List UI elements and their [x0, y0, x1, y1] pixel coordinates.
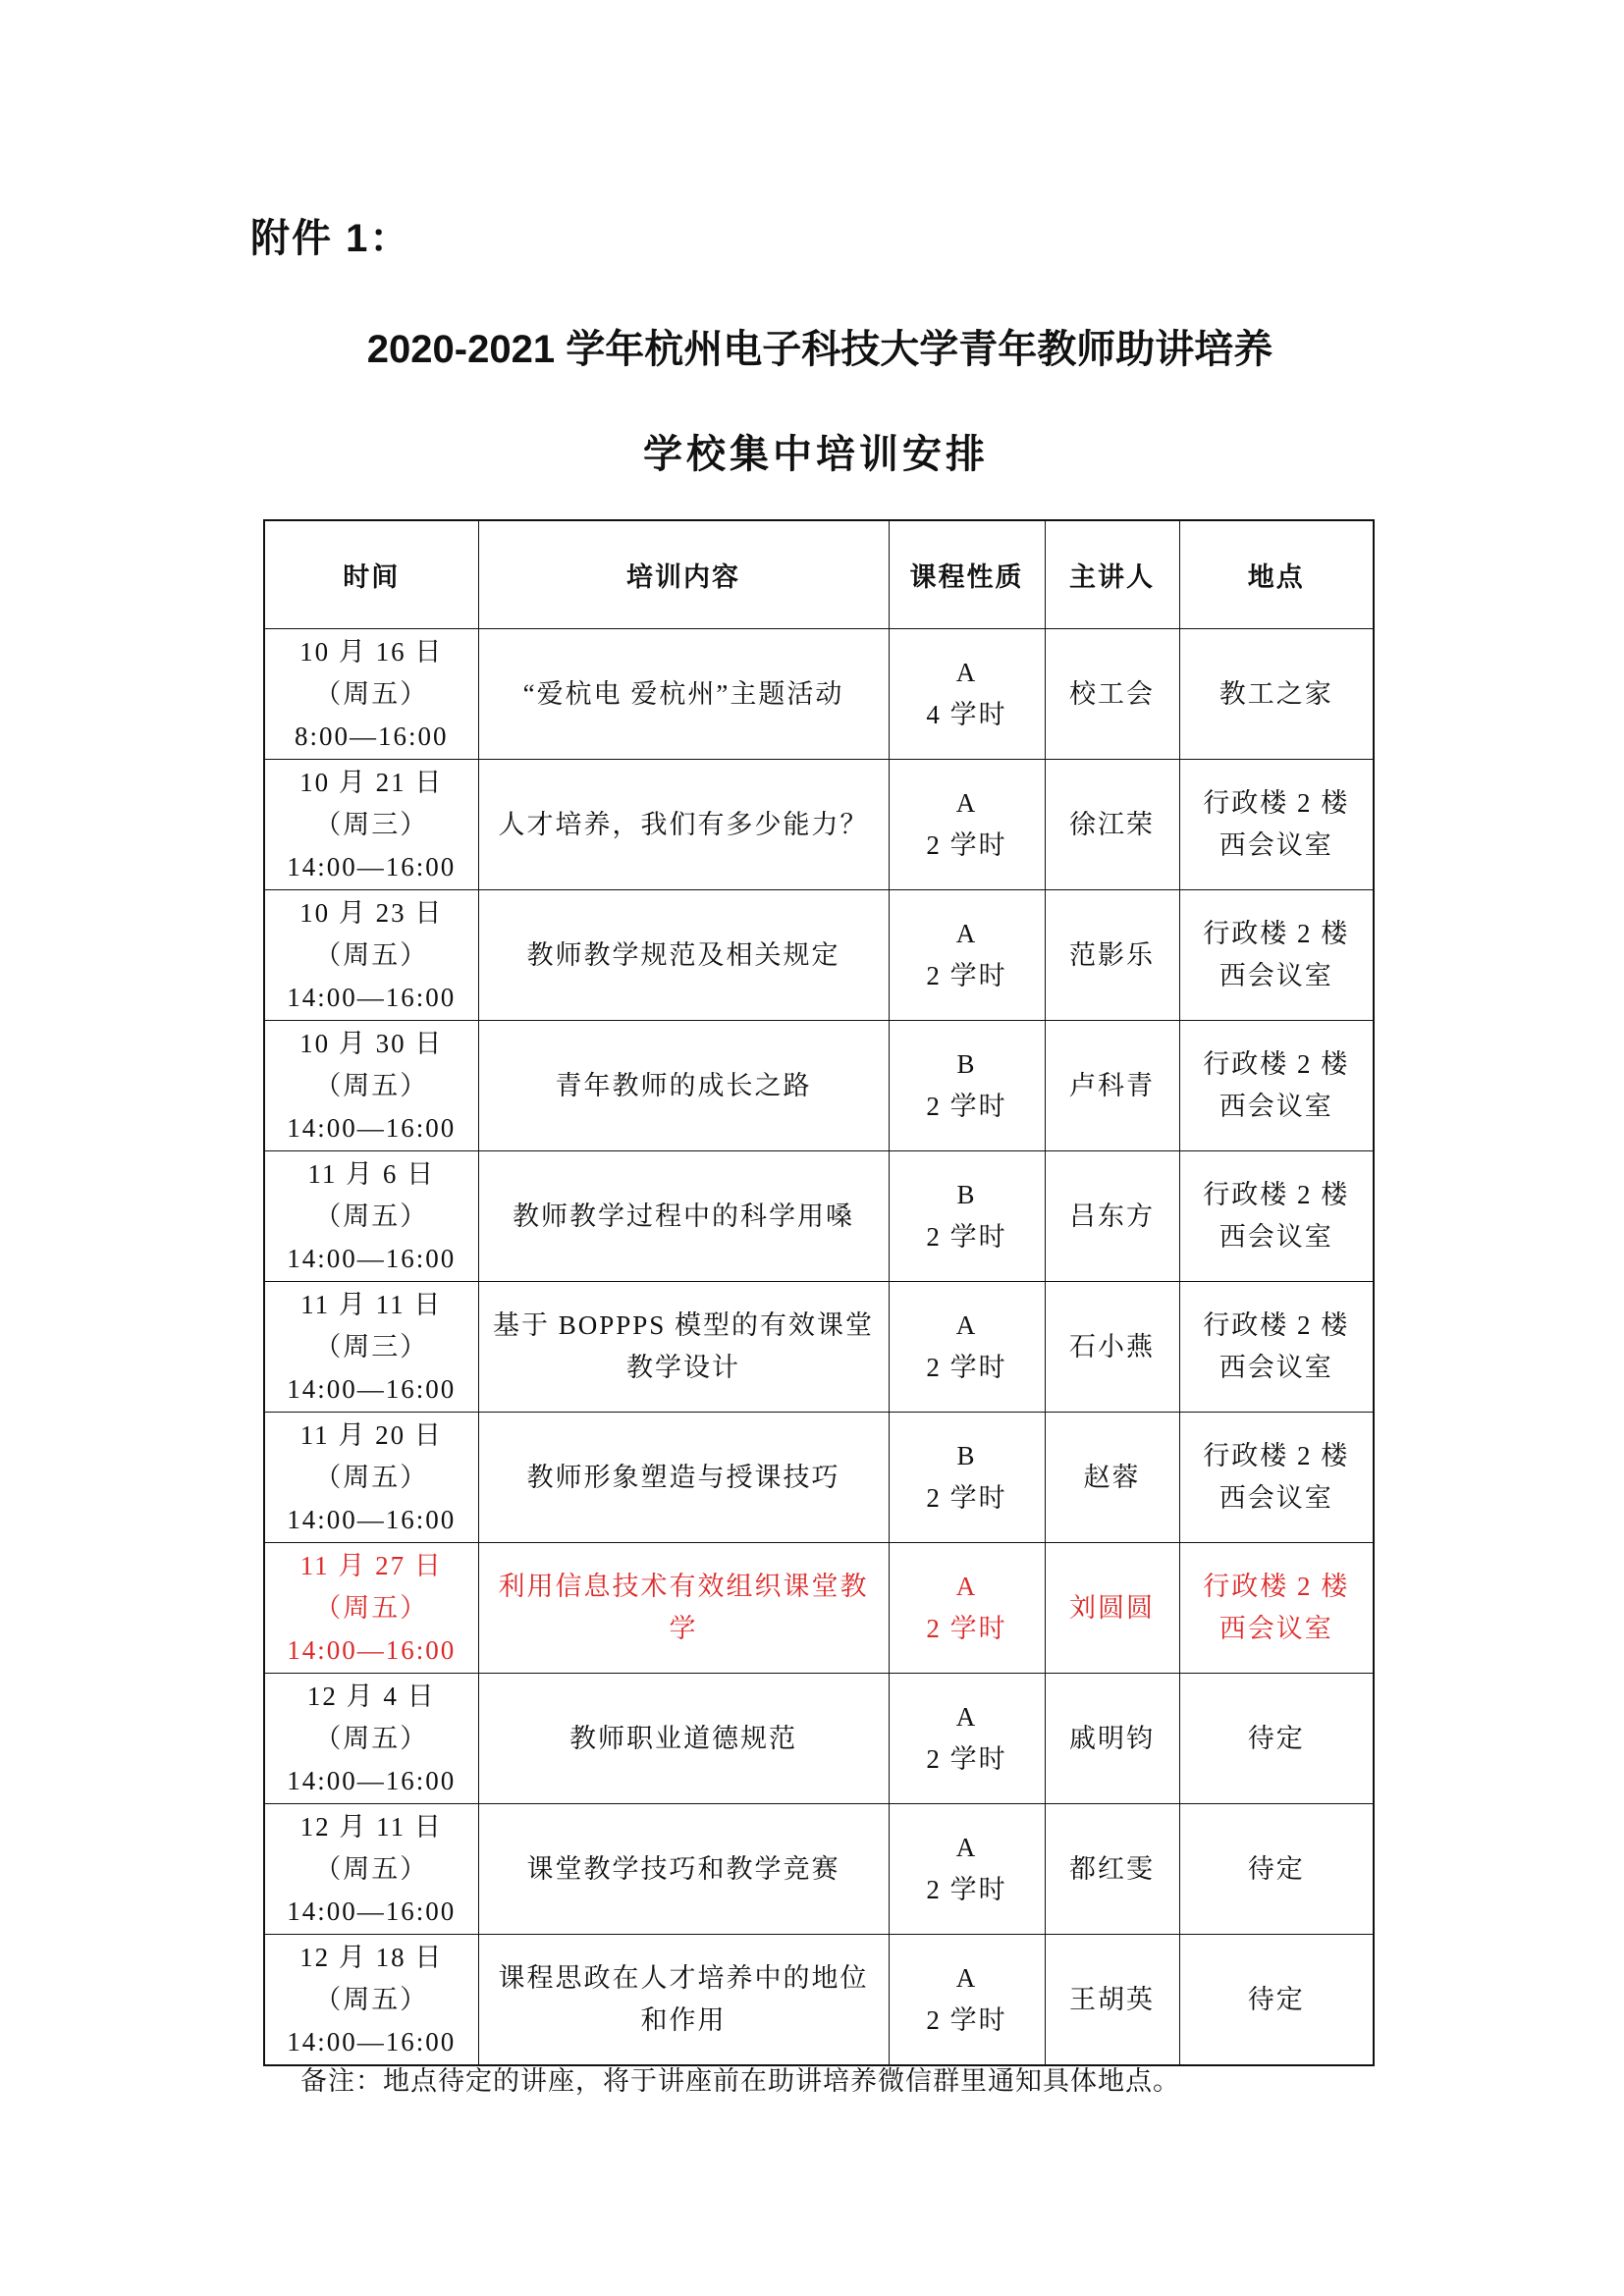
- session-date: 10 月 30 日: [299, 1028, 444, 1058]
- course-hours: 2 学时: [926, 1744, 1007, 1774]
- course-hours: 2 学时: [926, 961, 1007, 990]
- session-topic: 基于 BOPPPS 模型的有效课堂教学设计: [492, 1310, 875, 1382]
- session-topic: 青年教师的成长之路: [555, 1070, 812, 1100]
- cell-time: [264, 1151, 478, 1282]
- cell-course-type: [889, 1543, 1045, 1674]
- table-row: [264, 890, 1374, 1021]
- table-body: [264, 629, 1374, 2066]
- cell-speaker: [1045, 760, 1179, 890]
- location-line: 西会议室: [1218, 1092, 1333, 1121]
- speaker-name: 赵蓉: [1083, 1462, 1141, 1492]
- cell-time: [264, 1804, 478, 1935]
- cell-content: [478, 1151, 889, 1282]
- cell-course-type: [889, 1151, 1045, 1282]
- location-line: 待定: [1247, 1984, 1305, 2014]
- session-date: 11 月 20 日: [299, 1419, 443, 1450]
- course-hours: 2 学时: [926, 2005, 1007, 2035]
- location-line: 西会议室: [1218, 1222, 1333, 1252]
- course-hours: 2 学时: [926, 1875, 1007, 1904]
- footnote: 备注：地点待定的讲座，将于讲座前在助讲培养微信群里通知具体地点。: [300, 2066, 1180, 2096]
- session-date: 12 月 18 日: [299, 1942, 444, 1972]
- speaker-name: 范影乐: [1069, 939, 1155, 970]
- cell-time: [264, 1674, 478, 1804]
- session-topic: 课程思政在人才培养中的地位和作用: [498, 1963, 869, 2035]
- cell-time: [264, 890, 478, 1021]
- location-line: 行政楼 2 楼: [1203, 1180, 1350, 1209]
- table-header-row: [264, 520, 1374, 629]
- location-line: 待定: [1247, 1723, 1305, 1753]
- cell-time: [264, 1282, 478, 1413]
- location-line: 行政楼 2 楼: [1203, 1049, 1350, 1079]
- cell-location: [1179, 1282, 1374, 1413]
- cell-content: [478, 1804, 889, 1935]
- session-weekday: （周五）: [314, 1592, 429, 1623]
- session-topic: 利用信息技术有效组织课堂教学: [498, 1572, 869, 1643]
- session-time-range: 14:00—16:00: [287, 1634, 457, 1665]
- cell-course-type: [889, 1804, 1045, 1935]
- cell-course-type: [889, 1021, 1045, 1151]
- cell-time: [264, 629, 478, 760]
- attachment-label: 附件 1：: [250, 217, 411, 260]
- cell-location: [1179, 1151, 1374, 1282]
- session-topic: 教师形象塑造与授课技巧: [526, 1462, 840, 1492]
- session-date: 11 月 6 日: [307, 1158, 436, 1189]
- location-line: 行政楼 2 楼: [1203, 1572, 1350, 1601]
- cell-speaker: [1045, 629, 1179, 760]
- cell-speaker: [1045, 1021, 1179, 1151]
- session-time-range: 14:00—16:00: [287, 1896, 457, 1926]
- cell-location: [1179, 1935, 1374, 2066]
- speaker-name: 石小燕: [1069, 1331, 1155, 1362]
- cell-location: [1179, 1021, 1374, 1151]
- table-row: [264, 629, 1374, 760]
- session-topic: 教师教学过程中的科学用嗓: [513, 1201, 854, 1231]
- cell-content: [478, 1413, 889, 1543]
- session-time-range: 14:00—16:00: [287, 1504, 457, 1534]
- location-line: 西会议室: [1218, 830, 1333, 860]
- cell-speaker: [1045, 1935, 1179, 2066]
- location-line: 行政楼 2 楼: [1203, 1441, 1350, 1470]
- session-time-range: 14:00—16:00: [287, 2026, 457, 2056]
- course-category: B: [956, 1441, 977, 1470]
- session-weekday: （周三）: [314, 809, 429, 839]
- course-hours: 2 学时: [926, 1092, 1007, 1121]
- table-row: [264, 1804, 1374, 1935]
- table-row: [264, 1674, 1374, 1804]
- session-time-range: 8:00—16:00: [294, 721, 449, 751]
- session-time-range: 14:00—16:00: [287, 851, 457, 881]
- session-weekday: （周五）: [314, 1462, 429, 1492]
- cell-location: [1179, 1413, 1374, 1543]
- speaker-name: 刘圆圆: [1069, 1592, 1155, 1623]
- location-line: 行政楼 2 楼: [1203, 788, 1350, 818]
- session-weekday: （周五）: [314, 939, 429, 970]
- course-category: B: [956, 1049, 977, 1079]
- cell-course-type: [889, 890, 1045, 1021]
- cell-location: [1179, 629, 1374, 760]
- location-line: 西会议室: [1218, 1353, 1333, 1382]
- course-hours: 2 学时: [926, 1353, 1007, 1382]
- session-time-range: 14:00—16:00: [287, 1243, 457, 1273]
- document-title-line-1: 2020-2021 学年杭州电子科技大学青年教师助讲培养: [366, 328, 1273, 371]
- course-hours: 2 学时: [926, 1483, 1007, 1513]
- session-date: 12 月 11 日: [299, 1811, 443, 1842]
- session-time-range: 14:00—16:00: [287, 1373, 457, 1404]
- table-row: [264, 1543, 1374, 1674]
- table-row: [264, 760, 1374, 890]
- session-weekday: （周五）: [314, 1853, 429, 1884]
- session-weekday: （周五）: [314, 1723, 429, 1753]
- session-date: 11 月 27 日: [299, 1550, 443, 1580]
- header-location: 地点: [1179, 520, 1374, 629]
- session-weekday: （周五）: [314, 678, 429, 709]
- course-hours: 2 学时: [926, 830, 1007, 860]
- course-category: A: [955, 1963, 978, 1993]
- cell-content: [478, 1674, 889, 1804]
- cell-location: [1179, 1804, 1374, 1935]
- cell-speaker: [1045, 1282, 1179, 1413]
- header-speaker: 主讲人: [1045, 520, 1179, 629]
- cell-location: [1179, 1543, 1374, 1674]
- cell-location: [1179, 760, 1374, 890]
- session-date: 10 月 16 日: [299, 636, 444, 667]
- course-category: A: [955, 1310, 978, 1340]
- cell-speaker: [1045, 1151, 1179, 1282]
- training-schedule-table: [263, 519, 1375, 2066]
- cell-content: [478, 760, 889, 890]
- session-topic: 教师教学规范及相关规定: [526, 939, 840, 970]
- cell-speaker: [1045, 1543, 1179, 1674]
- header-time: 时间: [264, 520, 478, 629]
- cell-course-type: [889, 1413, 1045, 1543]
- cell-location: [1179, 890, 1374, 1021]
- session-date: 11 月 11 日: [300, 1289, 443, 1319]
- table-row: [264, 1151, 1374, 1282]
- speaker-name: 王胡英: [1069, 1984, 1155, 2014]
- document-title-line-2: 学校集中培训安排: [643, 433, 989, 476]
- table-row: [264, 1282, 1374, 1413]
- session-date: 10 月 23 日: [299, 897, 444, 928]
- speaker-name: 吕东方: [1069, 1201, 1155, 1231]
- cell-content: [478, 629, 889, 760]
- cell-content: [478, 1021, 889, 1151]
- location-line: 西会议室: [1218, 1483, 1333, 1513]
- cell-speaker: [1045, 890, 1179, 1021]
- session-weekday: （周五）: [314, 1201, 429, 1231]
- cell-course-type: [889, 1674, 1045, 1804]
- course-category: A: [955, 788, 978, 818]
- cell-time: [264, 1413, 478, 1543]
- cell-speaker: [1045, 1413, 1179, 1543]
- cell-time: [264, 1543, 478, 1674]
- session-topic: “爱杭电 爱杭州”主题活动: [522, 678, 844, 709]
- cell-speaker: [1045, 1804, 1179, 1935]
- cell-content: [478, 1543, 889, 1674]
- cell-time: [264, 760, 478, 890]
- location-line: 西会议室: [1218, 1614, 1333, 1643]
- cell-course-type: [889, 1935, 1045, 2066]
- cell-course-type: [889, 760, 1045, 890]
- course-hours: 2 学时: [926, 1222, 1007, 1252]
- course-category: A: [955, 1702, 978, 1732]
- course-hours: 4 学时: [926, 700, 1007, 729]
- course-hours: 2 学时: [926, 1614, 1007, 1643]
- session-topic: 教师职业道德规范: [569, 1723, 797, 1753]
- location-line: 教工之家: [1218, 678, 1333, 709]
- table-row: [264, 1413, 1374, 1543]
- session-time-range: 14:00—16:00: [287, 982, 457, 1012]
- header-content: 培训内容: [478, 520, 889, 629]
- course-category: B: [956, 1180, 977, 1209]
- cell-time: [264, 1021, 478, 1151]
- cell-course-type: [889, 1282, 1045, 1413]
- session-weekday: （周五）: [314, 1070, 429, 1100]
- location-line: 待定: [1247, 1853, 1305, 1884]
- table-row: [264, 1021, 1374, 1151]
- session-date: 12 月 4 日: [306, 1681, 436, 1711]
- table-row: [264, 1935, 1374, 2066]
- session-topic: 人才培养，我们有多少能力？: [498, 809, 869, 839]
- speaker-name: 徐江荣: [1069, 809, 1155, 839]
- cell-speaker: [1045, 1674, 1179, 1804]
- cell-content: [478, 890, 889, 1021]
- session-time-range: 14:00—16:00: [287, 1765, 457, 1795]
- speaker-name: 校工会: [1069, 678, 1155, 709]
- cell-content: [478, 1282, 889, 1413]
- location-line: 行政楼 2 楼: [1203, 1310, 1350, 1340]
- speaker-name: 戚明钧: [1069, 1723, 1155, 1753]
- session-topic: 课堂教学技巧和教学竞赛: [526, 1853, 840, 1884]
- session-date: 10 月 21 日: [299, 767, 444, 797]
- course-category: A: [955, 919, 978, 948]
- speaker-name: 卢科青: [1069, 1070, 1155, 1100]
- speaker-name: 都红雯: [1069, 1853, 1155, 1884]
- course-category: A: [955, 1833, 978, 1862]
- session-time-range: 14:00—16:00: [287, 1112, 457, 1143]
- location-line: 行政楼 2 楼: [1203, 919, 1350, 948]
- cell-time: [264, 1935, 478, 2066]
- cell-location: [1179, 1674, 1374, 1804]
- course-category: A: [955, 658, 978, 687]
- session-weekday: （周三）: [314, 1331, 429, 1362]
- course-category: A: [955, 1572, 978, 1601]
- header-course-type: 课程性质: [889, 520, 1045, 629]
- session-weekday: （周五）: [314, 1984, 429, 2014]
- cell-course-type: [889, 629, 1045, 760]
- location-line: 西会议室: [1218, 961, 1333, 990]
- cell-content: [478, 1935, 889, 2066]
